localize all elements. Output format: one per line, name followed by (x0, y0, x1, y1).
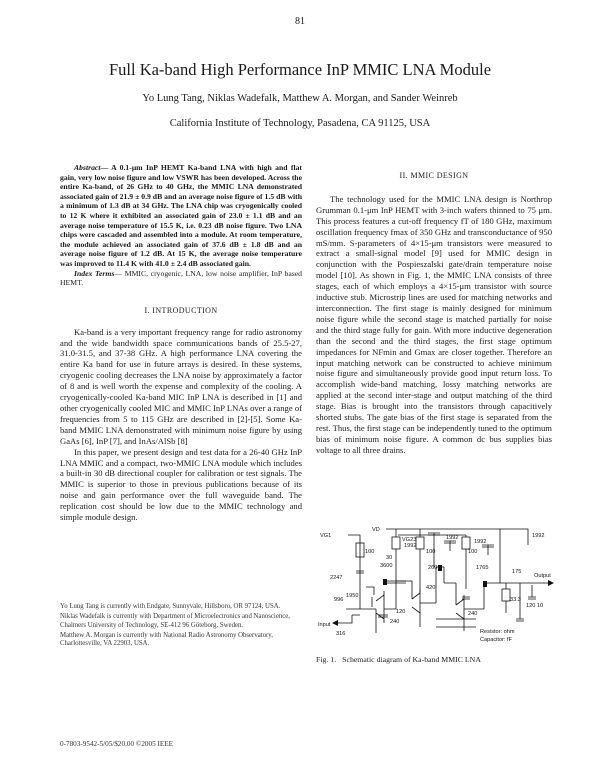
label-resistor-100: 100 (426, 549, 436, 555)
copyright-code: 0-7803-9542-5/05/$20.00 ©2005 IEEE (60, 740, 174, 748)
label-value-175: 175 (512, 569, 522, 575)
label-resistor-100: 100 (468, 549, 478, 555)
footnote: Yo Lung Tang is currently with Endgate, Sunnyvale, Hillsboro, OR 97124, USA. (60, 603, 281, 610)
left-column (60, 163, 302, 523)
abstract-text: — A 0.1-μm InP HEMT Ka-band LNA with high and flat gain, very low noise figure and low VSWR has been developed. Across the entire Ka-band, of 26 GHz to 40 GHz, the MMIC LNA demonstrated associated gain of 21.9 ± 0.9 dB and an average noise figure of 1.5 dB with a minimum of 1.3 dB at 34 GHz. The LNA chip was cryogenically cooled to 12 K where it exhibited an associated gain of 23.0 ± 1.1 dB and an average noise temperature of 15.5 K, i.e. 0.23 dB noise figure. Two LNA chips were cascaded and assembled into a module. At room temperature, the module achieved an associated gain of 37.6 dB ± 1.8 dB and an average noise figure of 1.2 dB. At 15 K, the average noise temperature was improved to 11.4 K with 41.0 ± 2.4 dB associated gain. (60, 163, 302, 268)
footnotes (60, 603, 302, 650)
schematic-figure (316, 523, 556, 648)
index-terms-label: Index Terms (74, 268, 115, 278)
label-value-240: 240 (468, 611, 478, 617)
label-input: Input (318, 622, 331, 628)
label-value-2247: 2247 (330, 575, 343, 581)
figure-caption-text: Schematic diagram of Ka-band MMIC LNA (342, 655, 481, 664)
footnote: Niklas Wadefalk is currently with Department of Microelectronics and Nanoscience, Chalmers University of Technology, SE-412 96 Göteborg, Sweden. (60, 613, 290, 629)
intro-paragraph-1: Ka-band is a very important frequency range for radio astronomy and the wide bandwidth space communications bands of 25.5-27, 31.0-31.5, and 37-38 GHz. A high performance LNA covering the entire Ka band for use in future arrays is desired. In these systems, cryogenic cooling decreases the LNA noise by approximately a factor of 8 and is well worth the expense and complexity of the cooling. A cryogenically-cooled Ka-band MIC InP LNA is described in [1] and other cryogenically cooled MIC and MMIC InP LNAs over a range of frequencies from 5 to 115 GHz are described in [2]-[5]. Some Ka-band MMIC LNA demonstrated with minimum noise figure by using GaAs [6], InP [7], and InAs/AlSb [8] (60, 326, 302, 446)
label-value-420: 420 (426, 585, 436, 591)
label-value-1992: 1992 (532, 533, 545, 539)
figure-caption-label: Fig. 1. (316, 655, 337, 664)
author-list: Yo Lung Tang, Niklas Wadefalk, Matthew A. Morgan, and Sander Weinreb (142, 93, 458, 104)
label-output: Output (534, 573, 551, 579)
label-value-120-10: 120 10 (526, 603, 544, 609)
affiliation: California Institute of Technology, Pasadena, CA 91125, USA (169, 118, 431, 129)
footnote: Matthew A. Morgan is currently with National Radio Astronomy Observatory, Charlottesville, VA 22903, USA. (60, 631, 273, 648)
label-vd: VD (372, 527, 380, 533)
label-resistor-30: 30 (386, 555, 393, 561)
section-heading-introduction: I. INTRODUCTION (144, 305, 218, 315)
index-terms (60, 269, 302, 288)
label-resistor-100: 100 (365, 549, 375, 555)
label-value-316: 316 (336, 631, 346, 637)
label-value-1765: 1765 (476, 565, 489, 571)
label-value-260: 260 (428, 565, 438, 571)
label-value-33-3: 33.3 (510, 597, 521, 603)
index-terms-text: — MMIC, cryogenic, LNA, low noise amplifier, InP based HEMT. (60, 268, 302, 288)
right-column (316, 163, 552, 456)
schematic-diagram (316, 523, 556, 648)
label-value-240: 240 (390, 619, 400, 625)
figure-caption (316, 655, 552, 664)
label-vg1: VG1 (320, 533, 332, 539)
label-value-1992: 1992 (404, 543, 417, 549)
design-paragraph: The technology used for the MMIC LNA design is Northrop Grumman 0.1-μm InP HEMT with 3-inch wafers thinned to 75 μm. This process features a cut-off frequency fT of 180 GHz, maximum oscillation frequency fmax of 350 GHz and transconductance of 950 mS/mm. S-parameters of 4×15-μm transistors were measured to extract a small-signal model [9] used for MMIC design in conjunction with the Pospieszalski gate/drain temperature noise model [10]. As shown in Fig. 1, the MMIC LNA consists of three stages, each of which employs a 4×15-μm transistor with source inductive stub. Microstrip lines are used for matching networks and interconnection. The first stage is mainly designed for minimum noise figure while the second stage is matched partially for noise and the third stage fully for gain. With more inductive degeneration than the second and the third stages, the first stage optimum impedances for NFmin and Gmax are closer together. Therefore an input matching network can be constructed to achieve minimum noise figure and simultaneously provide good input return loss. To accomplish wide-band matching, lossy matching networks are applied at the second inter-stage and output matching of the third stage. Bias is brought into the transistors through capacitively shorted stubs. The gate bias of the first stage is separated from the rest. Thus, the first stage can be independently tuned to the optimum bias of minimum noise figure. A common dc bus supplies bias voltage to all three drains. (316, 193, 552, 455)
abstract (60, 163, 302, 269)
label-value-120: 120 (396, 609, 406, 615)
label-value-1992: 1992 (446, 535, 459, 541)
section-heading-mmic-design: II. MMIC DESIGN (399, 171, 469, 180)
paper-title: Full Ka-band High Performance InP MMIC LNA Module (108, 60, 492, 79)
label-vg23: VG23 (402, 537, 417, 543)
page-number: 81 (295, 16, 305, 27)
intro-paragraph-2: In this paper, we present design and test data for a 26-40 GHz InP LNA MMIC and a compact, two-MMIC LNA module which includes a built-in 30 dB directional coupler for calibration or test signals. The MMIC is superior to those in previous publications because of its noise and gain performance over the full waveguide band. The replication cost should be low due to the MMIC technology and simple module design. (60, 446, 302, 523)
label-value-1950: 1950 (346, 593, 359, 599)
label-value-1992: 1992 (474, 539, 487, 545)
label-value-3600: 3600 (380, 563, 393, 569)
label-value-996: 996 (334, 597, 344, 603)
legend-resistor-unit: Resistor: ohm (480, 629, 515, 635)
abstract-label: Abstract (74, 163, 101, 172)
legend-capacitor-unit: Capacitor: fF (480, 637, 513, 643)
